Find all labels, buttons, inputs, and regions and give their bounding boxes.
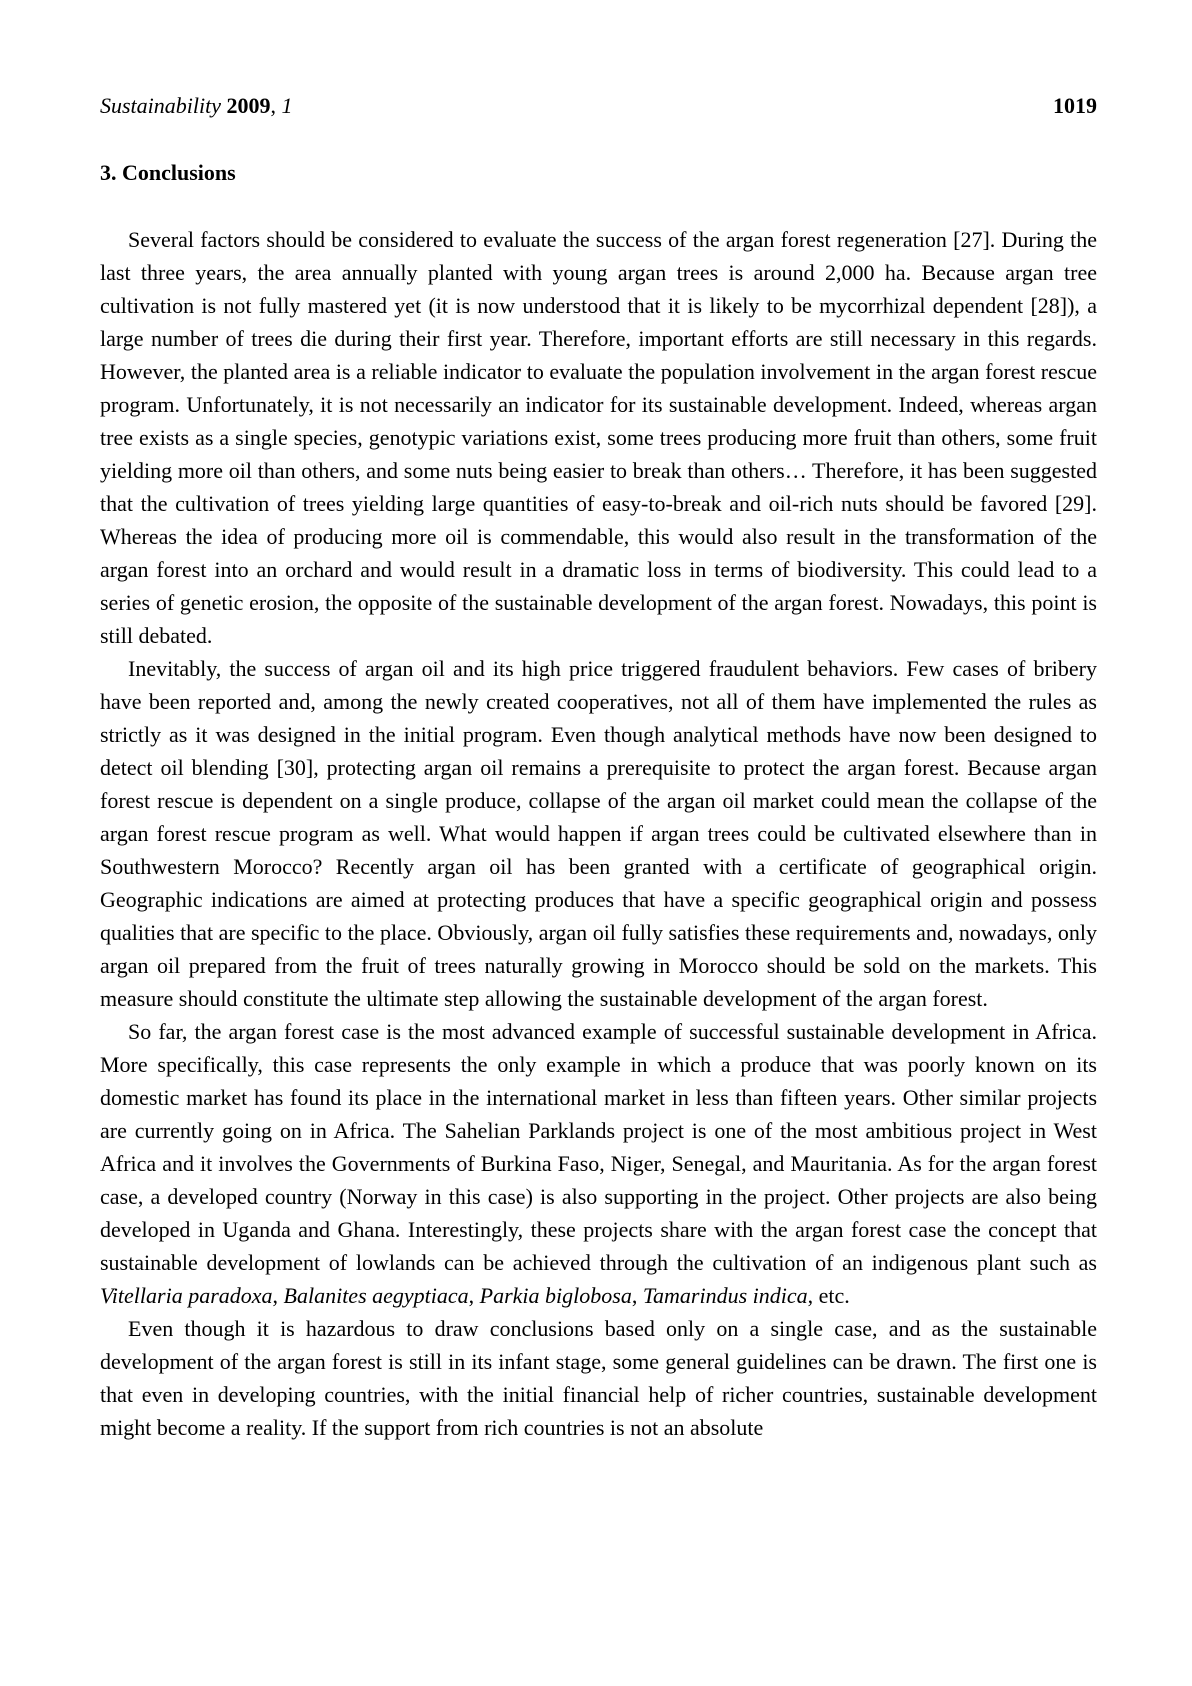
text-run: , etc. [807, 1283, 850, 1308]
paragraph [100, 1015, 1097, 1312]
paragraph [100, 1312, 1097, 1444]
running-head [100, 93, 293, 119]
body-paragraphs [100, 223, 1097, 1444]
page-header [100, 93, 1097, 119]
paragraph [100, 223, 1097, 652]
species-name: Vitellaria paradoxa [100, 1283, 273, 1308]
journal-volume: 1 [281, 93, 293, 118]
species-name: Parkia biglobosa [479, 1283, 632, 1308]
species-name: Balanites aegyptiaca [283, 1283, 469, 1308]
journal-separator: , [270, 93, 282, 118]
text-run: , [272, 1283, 284, 1308]
text-run: Inevitably, the success of argan oil and its high price triggered fraudulent behaviors. Few cases of bribery have been reported and, among the newly created cooperatives, not all of them have implemented the rules as strictly as it was designed in the initial program. Even though analytical methods have now been designed to detect oil blending [30], protecting argan oil remains a prerequisite to protect the argan forest. Because argan forest rescue is dependent on a single produce, collapse of the argan oil market could mean the collapse of the argan forest rescue program as well. What would happen if argan trees could be cultivated elsewhere than in Southwestern Morocco? Recently argan oil has been granted with a certificate of geographical origin. Geographic indications are aimed at protecting produces that have a specific geographical origin and possess qualities that are specific to the place. Obviously, argan oil fully satisfies these requirements and, nowadays, only argan oil prepared from the fruit of trees naturally growing in Morocco should be sold on the markets. This measure should constitute the ultimate step allowing the sustainable development of the argan forest. [100, 656, 1097, 1011]
journal-title: Sustainability [100, 93, 227, 118]
species-name: Tamarindus indica [642, 1283, 808, 1308]
section-heading: 3. Conclusions [100, 160, 236, 185]
text-run: So far, the argan forest case is the most advanced example of successful sustainable development in Africa. More specifically, this case represents the only example in which a produce that was poorly known on its domestic market has found its place in the international market in less than fifteen years. Other similar projects are currently going on in Africa. The Sahelian Parklands project is one of the most ambitious project in West Africa and it involves the Governments of Burkina Faso, Niger, Senegal, and Mauritania. As for the argan forest case, a developed country (Norway in this case) is also supporting in the project. Other projects are also being developed in Uganda and Ghana. Interestingly, these projects share with the argan forest case the concept that sustainable development of lowlands can be achieved through the cultivation of an indigenous plant such as [100, 1019, 1097, 1275]
text-run: , [468, 1283, 480, 1308]
journal-year: 2009 [226, 93, 271, 118]
page-number: 1019 [1053, 93, 1097, 118]
text-run: Even though it is hazardous to draw conclusions based only on a single case, and as the sustainable development of the argan forest is still in its infant stage, some general guidelines can be drawn. The first one is that even in developing countries, with the initial financial help of richer countries, sustainable development might become a reality. If the support from rich countries is not an absolute [100, 1316, 1097, 1440]
text-run: Several factors should be considered to evaluate the success of the argan forest regeneration [27]. During the last three years, the area annually planted with young argan trees is around 2,000 ha. Because argan tree cultivation is not fully mastered yet (it is now understood that it is likely to be mycorrhizal dependent [28]), a large number of trees die during their first year. Therefore, important efforts are still necessary in this regards. However, the planted area is a reliable indicator to evaluate the population involvement in the argan forest rescue program. Unfortunately, it is not necessarily an indicator for its sustainable development. Indeed, whereas argan tree exists as a single species, genotypic variations exist, some trees producing more fruit than others, some fruit yielding more oil than others, and some nuts being easier to break than others… Therefore, it has been suggested that the cultivation of trees yielding large quantities of easy-to-break and oil-rich nuts should be favored [29]. Whereas the idea of producing more oil is commendable, this would also result in the transformation of the argan forest into an orchard and would result in a dramatic loss in terms of biodiversity. This could lead to a series of genetic erosion, the opposite of the sustainable development of the argan forest. Nowadays, this point is still debated. [100, 227, 1097, 648]
text-run: , [631, 1283, 643, 1308]
paragraph [100, 652, 1097, 1015]
